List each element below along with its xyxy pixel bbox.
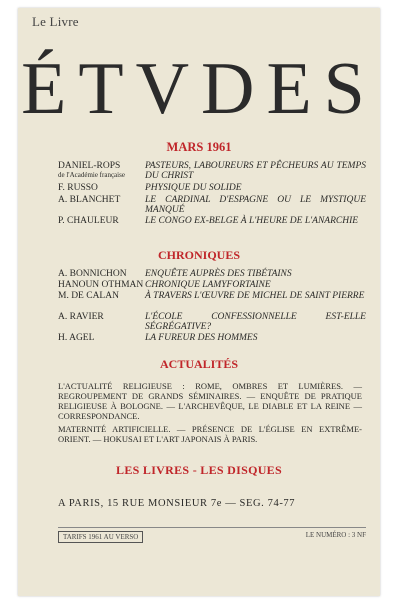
chronique-row [58, 333, 366, 344]
footer-divider [58, 527, 366, 528]
article-title: LE CARDINAL D'ESPAGNE OU LE MYSTIQUE MANQUÉ [145, 195, 366, 215]
actualites-paragraph: MATERNITÉ ARTIFICIELLE. — PRÉSENCE DE L'ÉGLISE EN EXTRÊME-ORIENT. — HOKUSAI ET L'ART JAPONAIS À PARIS. [58, 424, 362, 444]
issue-date: MARS 1961 [166, 140, 232, 154]
article-author: DANIEL-ROPS de l'Académie française [58, 161, 144, 179]
issue-price: LE NUMÉRO : 3 NF [305, 531, 366, 539]
chronique-author: M. DE CALAN [58, 291, 119, 301]
livres-disques-heading: LES LIVRES - LES DISQUES [116, 463, 282, 477]
chronique-title: À TRAVERS L'ŒUVRE DE MICHEL DE SAINT PIERRE [145, 291, 365, 301]
author-note: de l'Académie française [58, 171, 125, 179]
tarifs-note: TARIFS 1961 AU VERSO [58, 531, 143, 543]
actualites-paragraph: L'ACTUALITÉ RELIGIEUSE : ROME, OMBRES ET LUMIÈRES. — REGROUPEMENT DE GRANDS SÉMINAIRES. — ENQUÊTE DE PRATIQUE RELIGIEUSE À BOLOGNE. — L'ARCHEVÊQUE, LE DIABLE ET LA REINE — CORRESPONDANCE. [58, 381, 362, 421]
chronique-title: LA FUREUR DES HOMMES [145, 333, 258, 343]
cover-header: Le Livre [32, 14, 79, 29]
chroniques-heading: CHRONIQUES [157, 248, 240, 262]
chronique-title: CHRONIQUE LAMYFORTAINE [145, 280, 271, 290]
journal-cover [18, 8, 380, 596]
chronique-row [58, 269, 366, 280]
masthead-title: ÉTVDES [21, 48, 377, 130]
chronique-title: L'ÉCOLE CONFESSIONNELLE EST-ELLE SÉGRÉGATIVE? [145, 312, 366, 332]
actualites-heading: ACTUALITÉS [159, 357, 239, 371]
article-title: PASTEURS, LABOUREURS ET PÊCHEURS AU TEMPS DU CHRIST [145, 161, 366, 181]
publisher-address: A PARIS, 15 RUE MONSIEUR 7e — SEG. 74-77 [58, 498, 296, 509]
article-author: P. CHAULEUR [58, 216, 119, 226]
articles-list [58, 161, 366, 237]
article-row [58, 216, 366, 237]
article-row [58, 161, 366, 183]
article-author: A. BLANCHET [58, 195, 121, 205]
chronique-row [58, 312, 366, 333]
chroniques-list [58, 269, 366, 344]
chronique-author: HANOUN OTHMAN [58, 280, 144, 290]
chronique-title: ENQUÊTE AUPRÈS DES TIBÉTAINS [145, 269, 292, 279]
chronique-author: A. RAVIER [58, 312, 104, 322]
article-title: LE CONGO EX-BELGE À L'HEURE DE L'ANARCHIE [145, 216, 359, 226]
article-row [58, 195, 366, 216]
actualites-text [58, 381, 362, 447]
article-title: PHYSIQUE DU SOLIDE [145, 183, 242, 193]
article-author: F. RUSSO [58, 183, 98, 193]
article-row [58, 183, 366, 195]
chronique-row [58, 280, 366, 291]
chronique-author: H. AGEL [58, 333, 95, 343]
chronique-row [58, 291, 366, 312]
chronique-author: A. BONNICHON [58, 269, 127, 279]
